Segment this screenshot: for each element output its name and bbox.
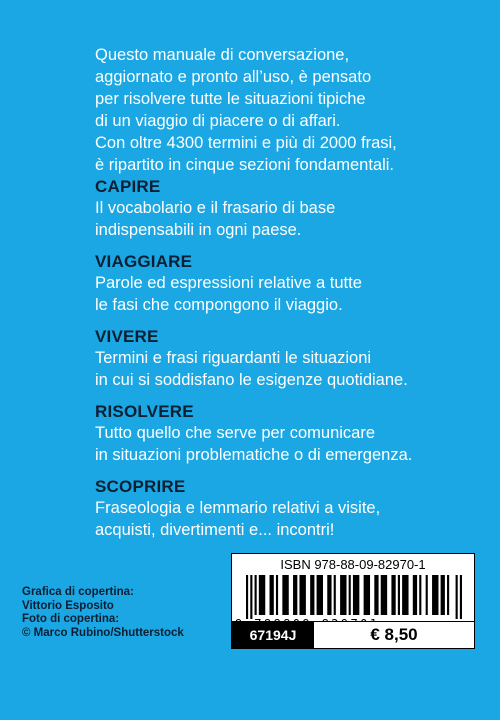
section-line: indispensabili in ogni paese. bbox=[95, 221, 302, 239]
price-label: € 8,50 bbox=[314, 622, 474, 648]
barcode-bar bbox=[276, 575, 278, 615]
section-title: SCOPRIRE bbox=[95, 477, 186, 496]
barcode-bar bbox=[327, 575, 331, 615]
barcode-bar bbox=[364, 575, 370, 615]
barcode-bar bbox=[349, 575, 351, 615]
credit-line: Grafica di copertina: bbox=[22, 586, 134, 598]
barcode-bar bbox=[432, 575, 438, 615]
section-viaggiare bbox=[95, 251, 485, 316]
intro-line: per risolvere tutte le situazioni tipiche bbox=[95, 90, 366, 108]
section-vivere bbox=[95, 326, 485, 391]
credit-line: © Marco Rubino/Shutterstock bbox=[22, 626, 184, 639]
intro-paragraph bbox=[95, 44, 475, 176]
barcode-bar bbox=[246, 575, 248, 619]
barcode-bar bbox=[460, 575, 462, 619]
price-row bbox=[231, 621, 475, 649]
intro-line: è ripartito in cinque sezioni fondamentali. bbox=[95, 156, 395, 174]
barcode-bar bbox=[340, 575, 346, 615]
barcode-bar bbox=[402, 575, 408, 615]
barcode-bar bbox=[299, 575, 305, 615]
section-capire bbox=[95, 176, 485, 241]
barcode-bars bbox=[246, 575, 462, 619]
barcode-bar bbox=[282, 575, 288, 615]
section-line: Termini e frasi riguardanti le situazioni bbox=[95, 349, 372, 367]
cover-credits bbox=[22, 586, 184, 640]
credit-line: Foto di copertina: bbox=[22, 613, 120, 625]
barcode-bar bbox=[441, 575, 445, 615]
section-line: in cui si soddisfano le esigenze quotidiane. bbox=[95, 371, 408, 389]
barcode-bar bbox=[353, 575, 359, 615]
barcode-bar bbox=[456, 575, 458, 619]
barcode-bar bbox=[374, 575, 378, 615]
intro-line: di un viaggio di piacere o di affari. bbox=[95, 112, 341, 130]
barcode-bar bbox=[259, 575, 265, 615]
barcode-bar bbox=[270, 575, 274, 615]
section-title: RISOLVERE bbox=[95, 402, 194, 421]
barcode-bar bbox=[293, 575, 297, 615]
section-risolvere bbox=[95, 401, 485, 466]
intro-line: aggiornato e pronto all’uso, è pensato bbox=[95, 68, 372, 86]
section-scoprire bbox=[95, 476, 485, 541]
section-list bbox=[95, 176, 485, 551]
barcode-bar bbox=[447, 575, 449, 615]
barcode-bar bbox=[255, 575, 257, 615]
section-line: Fraseologia e lemmario relativi a visite, bbox=[95, 499, 381, 517]
credit-line: Vittorio Esposito bbox=[22, 599, 114, 612]
barcode-bar bbox=[334, 575, 336, 615]
intro-line: Con oltre 4300 termini e più di 2000 frasi, bbox=[95, 134, 397, 152]
barcode-bar bbox=[419, 575, 421, 615]
barcode-bar bbox=[310, 575, 314, 615]
barcode-bar bbox=[426, 575, 428, 615]
section-line: in situazioni problematiche o di emergenza. bbox=[95, 446, 413, 464]
barcode-bar bbox=[413, 575, 417, 615]
section-line: Tutto quello che serve per comunicare bbox=[95, 424, 376, 442]
section-title: CAPIRE bbox=[95, 177, 161, 196]
intro-line: Questo manuale di conversazione, bbox=[95, 46, 350, 64]
barcode-bar bbox=[317, 575, 323, 615]
section-line: acquisti, divertimenti e... incontri! bbox=[95, 521, 335, 539]
product-code: 67194J bbox=[232, 622, 314, 648]
section-line: le fasi che compongono il viaggio. bbox=[95, 296, 343, 314]
section-line: Parole ed espressioni relative a tutte bbox=[95, 274, 362, 292]
section-title: VIAGGIARE bbox=[95, 252, 193, 271]
barcode-bar bbox=[398, 575, 400, 615]
barcode-bar bbox=[391, 575, 395, 615]
barcode-bar bbox=[250, 575, 252, 619]
isbn-label: ISBN 978-88-09-82970-1 bbox=[280, 557, 426, 572]
barcode-bar bbox=[381, 575, 387, 615]
section-line: Il vocabolario e il frasario di base bbox=[95, 199, 336, 217]
section-title: VIVERE bbox=[95, 327, 159, 346]
